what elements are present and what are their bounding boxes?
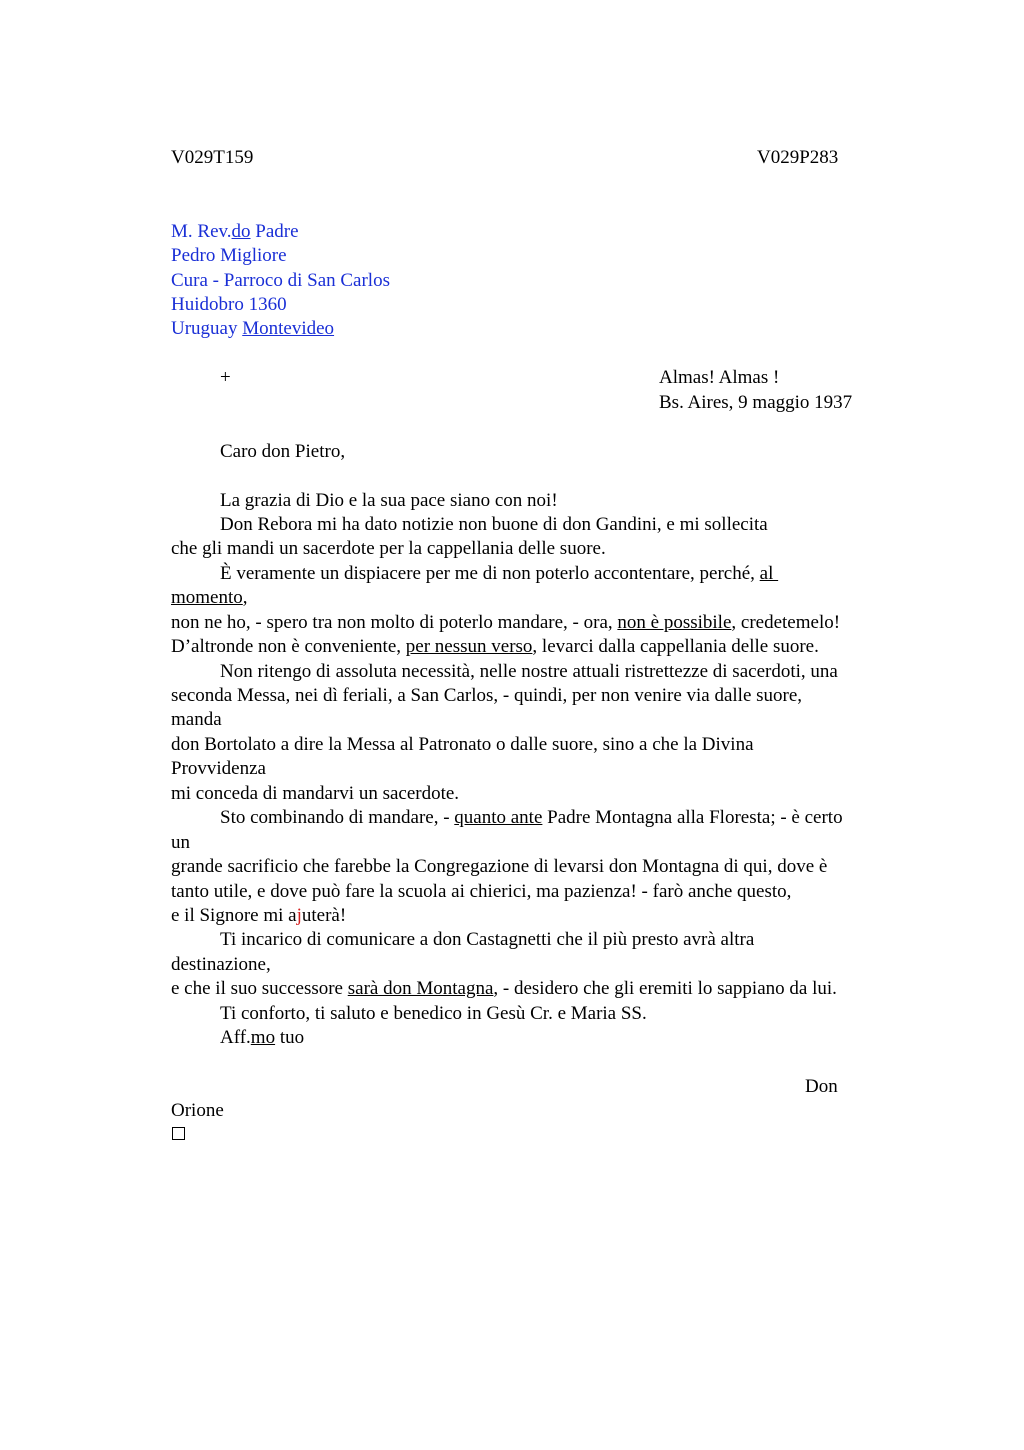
salutation: Caro don Pietro, bbox=[220, 441, 346, 462]
signature-first: Don bbox=[805, 1076, 838, 1097]
body-line: manda bbox=[171, 709, 222, 730]
address-line-5: Uruguay Montevideo bbox=[171, 318, 335, 339]
body-line: Don Rebora mi ha dato notizie non buone di don Gandini, e mi sollecita bbox=[220, 514, 768, 535]
body-line: Sto combinando di mandare, - quanto ante Padre Montagna alla Floresta; - è certo bbox=[220, 807, 843, 828]
body-line: un bbox=[171, 832, 190, 853]
address-line-1: M. Rev.do Padre bbox=[171, 221, 299, 242]
body-line: che gli mandi un sacerdote per la cappellania delle suore. bbox=[171, 538, 606, 559]
body-line: Ti incarico di comunicare a don Castagnetti che il più presto avrà altra bbox=[220, 929, 755, 950]
body-line: destinazione, bbox=[171, 954, 271, 975]
checkbox-square-icon bbox=[172, 1127, 185, 1140]
body-line: Provvidenza bbox=[171, 758, 266, 779]
correction-mark: j bbox=[296, 905, 302, 926]
city-link: Montevideo bbox=[242, 318, 335, 339]
body-line: don Bortolato a dire la Messa al Patronato o dalle suore, sino a che la Divina bbox=[171, 734, 754, 755]
body-line: D’altronde non è conveniente, per nessun verso, levarci dalla cappellania delle suore. bbox=[171, 636, 819, 657]
cross-mark: + bbox=[220, 367, 231, 388]
body-line: grande sacrificio che farebbe la Congregazione di levarsi don Montagna di qui, dove è bbox=[171, 856, 828, 877]
motto: Almas! Almas ! bbox=[659, 367, 780, 388]
closing-line: Aff.mo tuo bbox=[220, 1027, 305, 1048]
body-line: seconda Messa, nei dì feriali, a San Carlos, - quindi, per non venire via dalle suore, bbox=[171, 685, 803, 706]
body-line: mi conceda di mandarvi un sacerdote. bbox=[171, 783, 460, 804]
body-line: non ne ho, - spero tra non molto di poterlo mandare, - ora, non è possibile, credetemelo! bbox=[171, 612, 841, 633]
body-line: tanto utile, e dove può fare la scuola ai chierici, ma pazienza! - farò anche questo, bbox=[171, 881, 792, 902]
body-line: e che il suo successore sarà don Montagna, - desidero che gli eremiti lo sappiano da lui. bbox=[171, 978, 837, 999]
body-line: Non ritengo di assoluta necessità, nelle nostre attuali ristrettezze di sacerdoti, una bbox=[220, 661, 838, 682]
address-line-2: Pedro Migliore bbox=[171, 245, 287, 266]
body-line: È veramente un dispiacere per me di non poterlo accontentare, perché, al bbox=[220, 563, 779, 584]
place-date: Bs. Aires, 9 maggio 1937 bbox=[659, 392, 853, 413]
left-archive-code: V029T159 bbox=[171, 147, 254, 168]
right-archive-code: V029P283 bbox=[757, 147, 839, 168]
body-line: Ti conforto, ti saluto e benedico in Gesù Cr. e Maria SS. bbox=[220, 1003, 647, 1024]
body-line: La grazia di Dio e la sua pace siano con noi! bbox=[220, 490, 558, 511]
address-line-3: Cura - Parroco di San Carlos bbox=[171, 270, 390, 291]
body-line: e il Signore mi ajuterà! bbox=[171, 905, 347, 926]
signature-last: Orione bbox=[171, 1100, 224, 1121]
body-line: momento, bbox=[171, 587, 248, 608]
address-line-4: Huidobro 1360 bbox=[171, 294, 287, 315]
